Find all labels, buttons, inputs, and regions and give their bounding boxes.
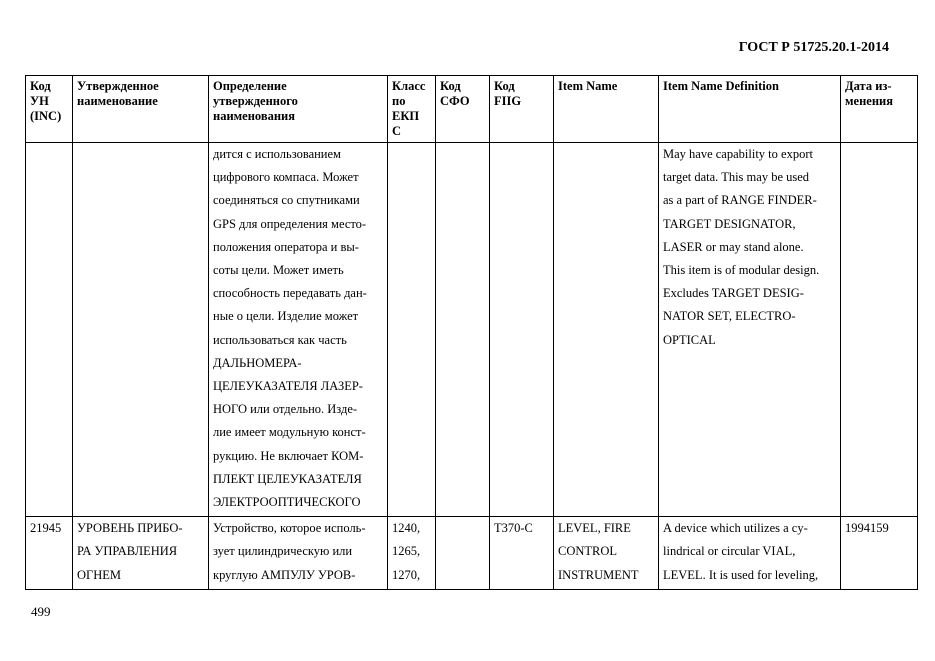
cell-line: INSTRUMENT [558,567,639,582]
cell-line: менения [845,94,893,108]
table-cell [841,143,918,517]
cell-line: СФО [440,94,470,108]
cell-line: положения оператора и вы- [213,239,359,254]
cell-line: as a part of RANGE FINDER- [663,193,817,208]
table-cell [554,143,659,517]
table-row [26,143,918,517]
cell-line: 21945 [30,521,62,536]
column-header [388,76,436,143]
cell-line: This item is of modular design. [663,263,820,278]
cell-line: CONTROL [558,544,618,559]
table-cell [659,517,841,590]
table-cell [388,517,436,590]
cell-line: утвержденного [213,94,298,108]
cell-line: Устройство, которое исполь- [213,521,366,536]
cell-line: по [392,94,406,108]
table-cell [388,143,436,517]
column-header [490,76,554,143]
cell-line: ОГНЕМ [77,567,122,582]
cell-line: Утвержденное [77,79,159,93]
cell-line: зует цилиндрическую или [213,544,353,559]
table-cell [73,517,209,590]
table-cell [73,143,209,517]
cell-line: способность передавать дан- [213,286,367,301]
cell-line: 1994159 [845,521,889,536]
cell-line: TARGET DESIGNATOR, [663,216,796,231]
cell-line: ЕКП [392,109,420,123]
cell-line: T370-C [494,521,533,536]
table-cell [841,517,918,590]
cell-line: наименования [213,109,296,123]
table-cell [659,143,841,517]
cell-line: LEVEL. It is used for leveling, [663,567,819,582]
cell-line: Код [30,79,51,93]
cell-line: LEVEL, FIRE [558,521,631,536]
cell-line: GPS для определения место- [213,216,367,231]
table-cell [436,143,490,517]
cell-line: НОГО или отдельно. Изде- [213,402,358,417]
cell-line: 1240, [392,521,421,536]
cell-line: OPTICAL [663,332,716,347]
table-cell [26,143,73,517]
cell-line: рукцию. Не включает КОМ- [213,448,364,463]
cell-line: target data. This may be used [663,170,810,185]
cell-line: May have capability to export [663,147,813,161]
table-cell [209,517,388,590]
cell-line: Excludes TARGET DESIG- [663,286,804,301]
cell-line: 1270, [392,567,421,582]
table-cell [490,517,554,590]
column-header [209,76,388,143]
table-cell [490,143,554,517]
cell-line: Класс [392,79,426,93]
cell-line: ДАЛЬНОМЕРА- [213,355,302,370]
cell-line: соединяться со спутниками [213,193,360,208]
cell-line: Код [440,79,461,93]
column-header [659,76,841,143]
cell-line: ЭЛЕКТРООПТИЧЕСКОГО [213,495,361,510]
cell-line: Дата из- [845,79,892,93]
cell-line: дится с использованием [213,147,341,161]
document-header: ГОСТ Р 51725.20.1-2014 [738,40,889,55]
cell-line: Определение [213,79,287,93]
cell-line: цифрового компаса. Может [213,170,359,185]
cell-line: соты цели. Может иметь [213,263,344,278]
column-header [73,76,209,143]
cell-line: LASER or may stand alone. [663,239,804,254]
cell-line: РА УПРАВЛЕНИЯ [77,544,178,559]
cell-line: (INC) [30,109,62,123]
column-header [841,76,918,143]
cell-line: лие имеет модульную конст- [213,425,366,440]
cell-line: lindrical or circular VIAL, [663,544,796,559]
table-cell [26,517,73,590]
column-header [26,76,73,143]
cell-line: Item Name Definition [663,79,779,93]
cell-line: круглую АМПУЛУ УРОВ- [213,567,356,582]
cell-line: FIIG [494,94,522,108]
cell-line: A device which utilizes a cy- [663,521,808,536]
table-cell [436,517,490,590]
table-cell [554,517,659,590]
cell-line: Код [494,79,515,93]
cell-line: УРОВЕНЬ ПРИБО- [77,521,183,536]
table-header-row [26,76,918,143]
cell-line: ные о цели. Изделие может [213,309,359,324]
cell-line: ПЛЕКТ ЦЕЛЕУКАЗАТЕЛЯ [213,471,362,486]
cell-line: NATOR SET, ELECTRO- [663,309,796,324]
table-row [26,517,918,590]
cell-line: УН [30,94,49,108]
cell-line: использоваться как часть [213,332,347,347]
cell-line: Item Name [558,79,618,93]
cell-line: С [392,124,402,138]
table-cell [209,143,388,517]
cell-line: ЦЕЛЕУКАЗАТЕЛЯ ЛАЗЕР- [213,379,363,394]
column-header [436,76,490,143]
nomenclature-table [25,75,918,590]
column-header [554,76,659,143]
page-number: 499 [31,604,51,619]
cell-line: наименование [77,94,158,108]
cell-line: 1265, [392,544,421,559]
